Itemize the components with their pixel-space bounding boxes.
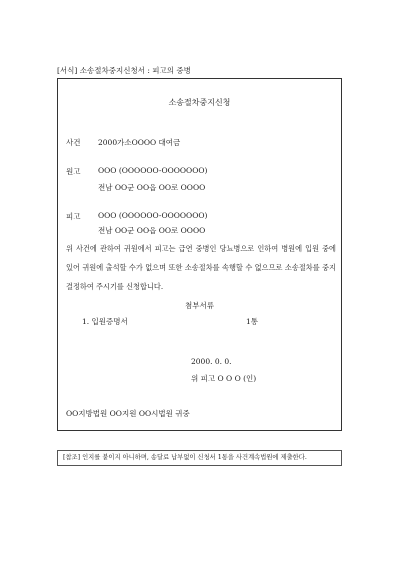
attachment-count: 1통 — [246, 317, 259, 326]
reference-note: [참조] 인지를 붙이지 아니하며, 송달료 납부없이 신청서 1통을 사건계속법원에 제출한다. — [57, 450, 342, 466]
attachment-item: 1. 입원증명서 — [82, 317, 128, 326]
signer-line: 위 피고 O O O (인) — [191, 374, 257, 383]
defendant-name: OOO (OOOOOO-OOOOOOO) — [98, 211, 208, 220]
defendant-address: 전남 OO군 OO읍 OO로 OOOO — [98, 226, 206, 235]
plaintiff-name: OOO (OOOOOO-OOOOOOO) — [98, 166, 208, 175]
document-title: 소송절차중지신청 — [168, 98, 231, 107]
plaintiff-address: 전남 OO군 OO읍 OO로 OOOO — [98, 183, 206, 192]
defendant-label: 피고 — [66, 212, 81, 221]
case-value: 2000가소OOOO 대여금 — [98, 138, 181, 147]
document-frame — [57, 78, 342, 431]
filing-date: 2000. 0. 0. — [191, 357, 232, 366]
court-addressee: OO지방법원 OO지원 OO시법원 귀중 — [66, 409, 190, 418]
plaintiff-label: 원고 — [66, 167, 81, 176]
form-caption: [서식] 소송절차중지신청서 : 피고의 중병 — [57, 66, 191, 75]
body-paragraph: 위 사건에 관하여 귀원에서 피고는 급연 중병인 당뇨병으로 인하여 병원에 입원 중에 있어 귀원에 출석할 수가 없으며 또한 소송절차를 속행할 수 없으므로 소송절차를 중지결정하여 주시기를 신청합니다. — [66, 244, 336, 291]
case-label: 사건 — [66, 138, 81, 147]
attachments-heading: 첨부서류 — [185, 301, 214, 310]
